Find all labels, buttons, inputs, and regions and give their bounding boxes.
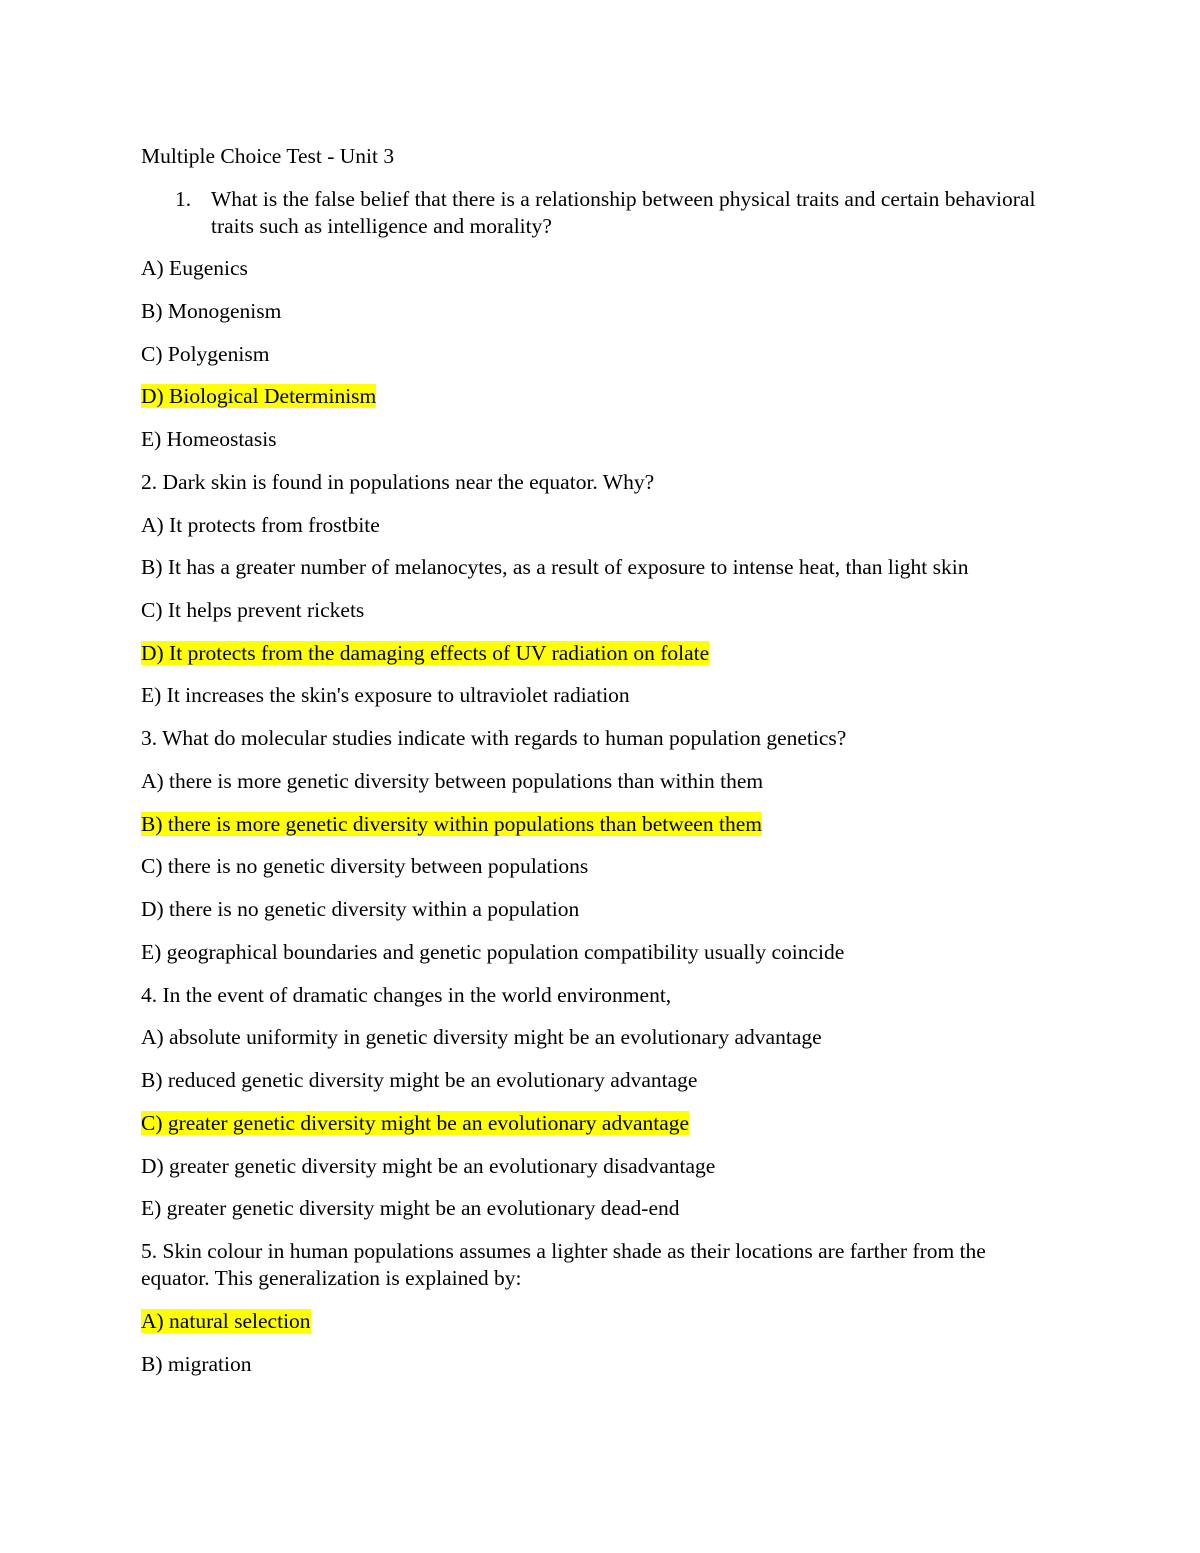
question-1-option-a: A) Eugenics: [141, 256, 248, 280]
question-1-number: 1.: [175, 187, 192, 211]
question-5-option-b: B) migration: [141, 1352, 252, 1376]
question-1-option-d: [141, 383, 376, 410]
question-1-option-b: B) Monogenism: [141, 299, 282, 323]
question-2-option-e: E) It increases the skin's exposure to ultraviolet radiation: [141, 683, 630, 707]
question-1-option-e: E) Homeostasis: [141, 427, 277, 451]
answer-highlight: D) Biological Determinism: [141, 384, 377, 408]
question-1-text: What is the false belief that there is a relationship between physical traits and certain behavioral traits such as intelligence and morality?: [211, 187, 1036, 238]
question-4-option-d: D) greater genetic diversity might be an evolutionary disadvantage: [141, 1154, 716, 1178]
question-2-option-a: A) It protects from frostbite: [141, 513, 380, 537]
question-2-option-c: C) It helps prevent rickets: [141, 598, 365, 622]
question-1-option-c: C) Polygenism: [141, 342, 270, 366]
question-3-option-b: [141, 811, 762, 838]
question-3-option-e: E) geographical boundaries and genetic population compatibility usually coincide: [141, 940, 845, 964]
question-3-option-a: A) there is more genetic diversity between populations than within them: [141, 769, 764, 793]
question-4-option-c: [141, 1110, 689, 1137]
question-2-option-d: [141, 640, 709, 667]
question-4-option-a: A) absolute uniformity in genetic diversity might be an evolutionary advantage: [141, 1025, 822, 1049]
answer-highlight: B) there is more genetic diversity within populations than between them: [141, 812, 762, 836]
page-title: Multiple Choice Test - Unit 3: [141, 144, 395, 168]
question-4-option-e: E) greater genetic diversity might be an evolutionary dead-end: [141, 1196, 680, 1220]
question-4-option-b: B) reduced genetic diversity might be an evolutionary advantage: [141, 1068, 698, 1092]
answer-highlight: C) greater genetic diversity might be an evolutionary advantage: [141, 1111, 690, 1135]
question-3-option-c: C) there is no genetic diversity between populations: [141, 854, 589, 878]
question-5-option-a: [141, 1308, 311, 1335]
answer-highlight: D) It protects from the damaging effects of UV radiation on folate: [141, 641, 710, 665]
question-2-option-b: B) It has a greater number of melanocytes, as a result of exposure to intense heat, than light skin: [141, 555, 969, 579]
question-2-text: 2. Dark skin is found in populations near the equator. Why?: [141, 470, 655, 494]
question-3-text: 3. What do molecular studies indicate with regards to human population genetics?: [141, 726, 847, 750]
answer-highlight: A) natural selection: [141, 1309, 311, 1333]
question-3-option-d: D) there is no genetic diversity within a population: [141, 897, 580, 921]
question-4-text: 4. In the event of dramatic changes in the world environment,: [141, 983, 672, 1007]
question-5-text: 5. Skin colour in human populations assumes a lighter shade as their locations are farther from the equator. This generalization is explained by:: [141, 1239, 986, 1290]
